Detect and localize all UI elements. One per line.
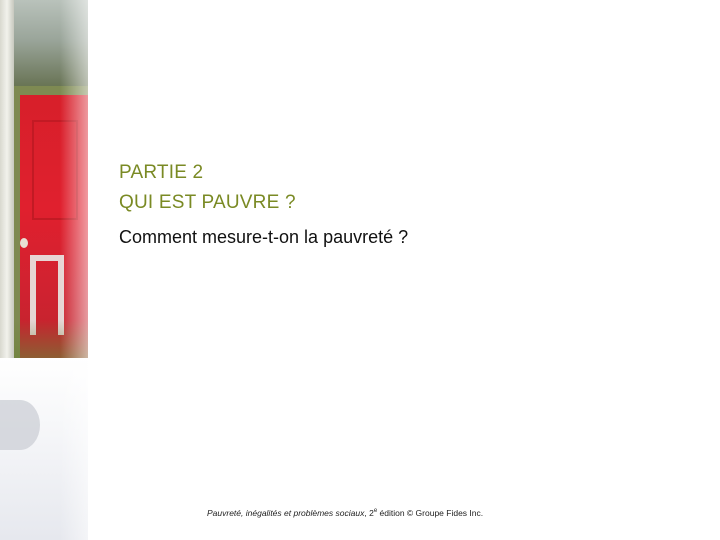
photo-edge-fade [60, 0, 88, 540]
slide-title [119, 158, 296, 218]
part-label: PARTIE 2 [119, 162, 204, 183]
footer-edition-suffix: e [373, 508, 378, 515]
footer-rest: édition © Groupe Fides Inc. [377, 508, 484, 518]
footer-credit: Pauvreté, inégalités et problèmes sociaux, 2e édition © Groupe Fides Inc. [207, 508, 484, 518]
photo-door-knob [20, 238, 28, 248]
photo-snow-shadow [0, 400, 40, 450]
door-photo [0, 0, 88, 540]
footer-book-title: Pauvreté, inégalités et problèmes sociaux [207, 508, 365, 518]
part-title: QUI EST PAUVRE ? [119, 192, 296, 213]
footer-edition-number: 2 [369, 508, 374, 518]
slide-subtitle: Comment mesure-t-on la pauvreté ? [119, 227, 409, 247]
photo-post [0, 0, 14, 360]
